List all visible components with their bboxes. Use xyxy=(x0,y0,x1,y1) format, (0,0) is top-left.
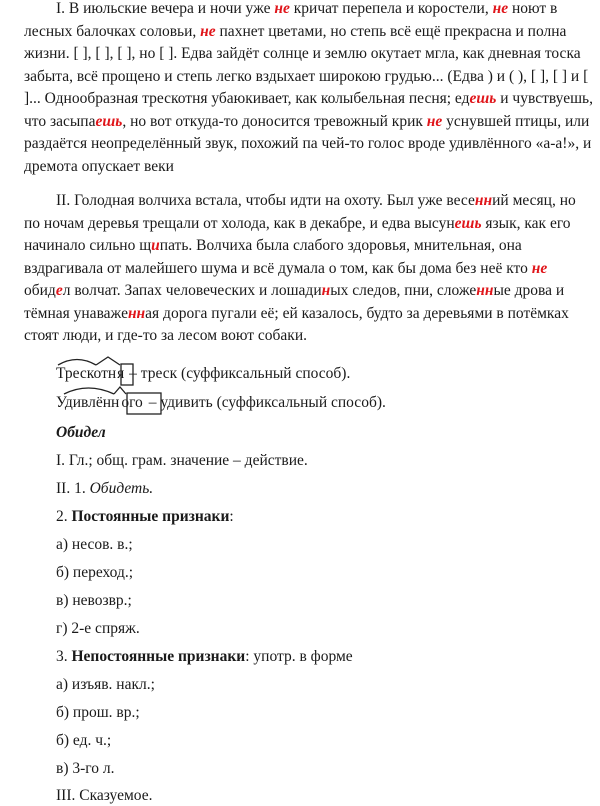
highlighted-letters: не xyxy=(492,0,509,17)
text-run: пать. Волчиха была слабого здоровья, мнительная, она вздрагивала от малейшего шума и всё думала о том, как бы дома без неё кто xyxy=(24,237,532,277)
text-run: ноют в лесных балочках соловьи, xyxy=(24,0,558,40)
line-prefix: II. 1. xyxy=(56,480,90,497)
analysis-line-11: б) ед. ч.; xyxy=(56,732,112,749)
text-run: обид xyxy=(24,282,56,299)
root-morpheme: дивлён xyxy=(64,394,112,411)
root-morpheme: Треск xyxy=(56,365,94,382)
text-run: ий месяц, но по ночам деревья трещали от холода, как в декабре, и едва высун xyxy=(24,192,576,232)
morpheme-marks xyxy=(56,384,176,418)
highlighted-letters: и xyxy=(151,237,160,254)
highlighted-letters: не xyxy=(274,0,290,17)
highlighted-letters: н xyxy=(321,282,331,299)
ending-morpheme: ого xyxy=(121,394,143,411)
analysis-line-4: а) несов. в.; xyxy=(56,536,133,553)
highlighted-letters: ешь xyxy=(95,112,123,130)
ending-box xyxy=(127,393,161,414)
text-run: ые дрова и тёмная унаваже xyxy=(24,282,565,322)
text-run: , но вот откуда-то доносится тревожный крик xyxy=(122,112,427,130)
text-run: пахнет цветами, но степь всё ещё прекрасна и полна жизни. [ ], [ ], [ ], но [ ]. Едва зайдёт солнце и землю окутает мгла, как дневная тоска забыта, всё прощено и степь легко вздыхает широкою грудью... (Едва ) и ( ), [ ], [ ] и [ ]... Однообразная трескотня убаюкивает, как колыбельная песня; ед xyxy=(24,22,589,107)
suffix-morpheme: отн xyxy=(93,365,117,382)
text-run: уснувшей птицы, или раздаётся неопределённый звук, похожий па чей-то голос вроде удивлённого «а-а!», и дремота опускает веки xyxy=(24,112,592,175)
highlighted-letters: не xyxy=(200,22,216,40)
highlighted-letters: ешь xyxy=(454,214,482,232)
text-run: II. Голодная волчиха встала, чтобы идти на охоту. Был уже весе xyxy=(56,192,475,209)
analysis-line-13: III. Сказуемое. xyxy=(56,787,153,804)
analysis-line-1: I. Гл.; общ. грам. значение – действие. xyxy=(56,452,308,469)
section-heading: Постоянные признаки xyxy=(71,508,230,525)
line-suffix: : xyxy=(229,508,234,525)
section-heading: Непостоянные признаки xyxy=(71,648,246,665)
morpheme-line-treskotnya xyxy=(56,364,350,384)
derivation-note: – треск (суффиксальный способ). xyxy=(125,365,351,382)
analysis-line-8 xyxy=(56,647,353,667)
root-arc xyxy=(64,388,114,394)
analysis-line-12: в) 3-го л. xyxy=(56,760,115,777)
analysis-line-2 xyxy=(56,479,153,499)
text-run: кричат перепела и коростели, xyxy=(289,0,493,17)
text-run: л волчат. Запах человеческих и лошади xyxy=(62,282,322,299)
analysis-line-3 xyxy=(56,507,234,527)
highlighted-letters: ешь xyxy=(469,90,497,107)
highlighted-letters: нн xyxy=(127,304,146,322)
highlighted-letters: нн xyxy=(476,282,494,299)
text-run: ая дорога пугали её; ей казалось, будто за деревьями в потёмках стоят люди, и где-то за лесом воют собаки. xyxy=(24,304,569,344)
line-suffix: : употр. в форме xyxy=(245,648,353,665)
suffix-mark xyxy=(96,357,120,365)
suffix-morpheme: н xyxy=(111,394,120,411)
word-letter: У xyxy=(56,394,65,411)
analysis-word: Обидел xyxy=(56,424,106,441)
suffix-mark xyxy=(114,387,126,394)
analysis-line-7: г) 2-е спряж. xyxy=(56,620,140,637)
highlighted-letters: е xyxy=(55,282,63,299)
initial-form: Обидеть. xyxy=(89,480,154,497)
derivation-note: – удивить (суффиксальный способ). xyxy=(144,394,386,411)
text-run: язык, как его начинало сильно щ xyxy=(24,214,571,254)
analysis-line-5: б) переход.; xyxy=(56,564,134,581)
highlighted-letters: нн xyxy=(474,192,493,209)
text-run: I. В июльские вечера и ночи уже xyxy=(56,0,275,17)
text-run: и чувствуешь, что засыпа xyxy=(24,90,593,130)
morpheme-line-udivlennogo xyxy=(56,393,386,413)
line-prefix: 3. xyxy=(56,648,72,665)
text-paragraph-1 xyxy=(24,0,594,178)
highlighted-letters: не xyxy=(426,112,443,130)
text-run: ых следов, пни, сложе xyxy=(330,282,477,299)
ending-morpheme: я xyxy=(117,365,125,382)
ending-box xyxy=(121,364,133,385)
analysis-line-10: б) прош. вр.; xyxy=(56,704,140,721)
analysis-line-9: а) изъяв. накл.; xyxy=(56,676,155,693)
root-arc xyxy=(58,360,96,366)
highlighted-letters: не xyxy=(531,259,548,277)
line-prefix: 2. xyxy=(56,508,72,525)
analysis-line-6: в) невозвр.; xyxy=(56,592,132,609)
text-paragraph-2 xyxy=(24,190,594,348)
